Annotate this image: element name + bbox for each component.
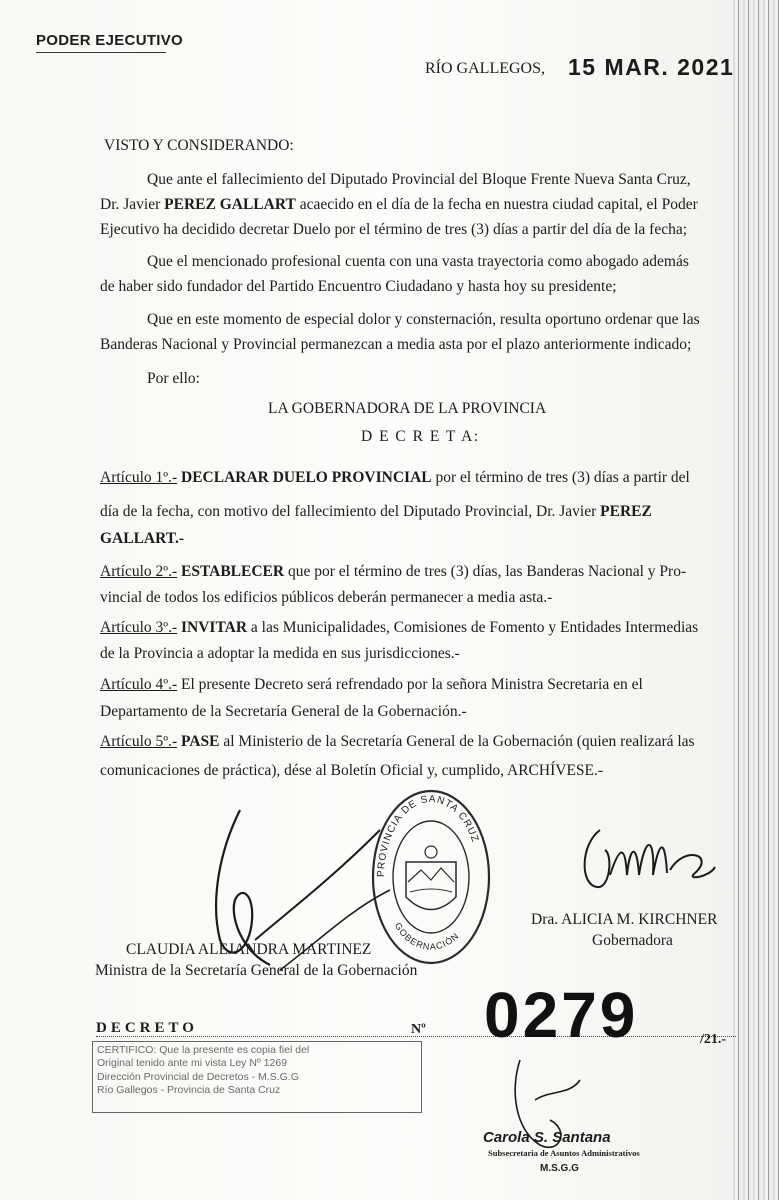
- article-1-label: Artículo 1º.-: [100, 469, 178, 486]
- article-1-text: por el término de tres (3) días a partir del: [431, 469, 690, 486]
- para1-line1: Que ante el fallecimiento del Diputado Provincial del Bloque Frente Nueva Santa Cruz,: [147, 171, 691, 188]
- article-5-text: al Ministerio de la Secretaría General de la Gobernación (quien realizará las: [219, 733, 695, 750]
- para3-line2: Banderas Nacional y Provincial permanezcan a media asta por el plazo anteriormente indicado;: [100, 336, 692, 353]
- minister-name: CLAUDIA ALEJANDRA MARTINEZ: [126, 941, 372, 958]
- decree-number: 0279: [484, 979, 639, 1051]
- article-5-verb: PASE: [181, 733, 220, 750]
- article-3-label: Artículo 3º.-: [100, 619, 178, 636]
- article-4-label: Artículo 4º.-: [100, 676, 178, 693]
- article-1-line2: [100, 503, 652, 521]
- article-1-text-2: día de la fecha, con motivo del fallecimiento del Diputado Provincial, Dr. Javier: [100, 503, 601, 520]
- article-2-line1: [100, 563, 686, 581]
- governor-name: Dra. ALICIA M. KIRCHNER: [531, 911, 718, 928]
- article-5-label: Artículo 5º.-: [100, 733, 178, 750]
- article-5-line2: comunicaciones de práctica), dése al Boletín Oficial y, cumplido, ARCHÍVESE.-: [100, 762, 604, 779]
- para1-name: PEREZ GALLART: [164, 196, 296, 213]
- article-3-verb: INVITAR: [181, 619, 248, 636]
- article-1-surname: PEREZ: [600, 503, 652, 520]
- article-2-label: Artículo 2º.-: [100, 563, 178, 580]
- article-3-line2: de la Provincia a adoptar la medida en sus jurisdicciones.-: [100, 645, 460, 662]
- minister-title: Ministra de la Secretaría General de la Gobernación: [95, 962, 418, 979]
- authority-line: LA GOBERNADORA DE LA PROVINCIA: [268, 400, 547, 417]
- paper-edge: [733, 0, 779, 1200]
- certification-stamp: [92, 1041, 422, 1113]
- header-rule: [36, 52, 166, 53]
- governor-title: Gobernadora: [592, 932, 673, 949]
- article-1-line1: [100, 469, 690, 487]
- article-2-text: que por el término de tres (3) días, las Banderas Nacional y Pro-: [284, 563, 687, 580]
- header-place: RÍO GALLEGOS,: [425, 60, 545, 77]
- seal-top-text: PROVINCIA DE SANTA CRUZ: [375, 793, 481, 878]
- article-1-verb: DECLARAR DUELO PROVINCIAL: [181, 469, 432, 486]
- certifier-title: Subsecretaria de Asuntos Administrativos: [488, 1148, 640, 1158]
- para1-line3: Ejecutivo ha decidido decretar Duelo por el término de tres (3) días a partir del día de la fecha;: [100, 221, 688, 238]
- para2-line2: de haber sido fundador del Partido Encuentro Ciudadano y hasta hoy su presidente;: [100, 278, 617, 295]
- decree-label: DECRETO: [96, 1020, 198, 1036]
- intro-heading: VISTO Y CONSIDERANDO:: [104, 137, 294, 154]
- article-4-line1: [100, 676, 643, 694]
- article-2-line2: vincial de todos los edificios públicos deberán permanecer a media asta.-: [100, 589, 553, 606]
- article-4-text: El presente Decreto será refrendado por la señora Ministra Secretaria en el: [181, 676, 643, 693]
- article-4-line2: Departamento de la Secretaría General de la Gobernación.-: [100, 703, 467, 720]
- para2-line1: Que el mencionado profesional cuenta con una vasta trayectoria como abogado además: [147, 253, 689, 270]
- decreta-heading: D E C R E T A:: [361, 428, 480, 445]
- article-1-line3: GALLART.-: [100, 530, 184, 547]
- certifier-office: M.S.G.G: [540, 1163, 579, 1174]
- para3-line1: Que en este momento de especial dolor y consternación, resulta oportuno ordenar que las: [147, 311, 700, 328]
- header-date: 15 MAR. 2021: [568, 54, 735, 80]
- cert-line-1: CERTIFICO: Que la presente es copia fiel del: [97, 1044, 310, 1056]
- para1-text-b: acaecido en el día de la fecha en nuestra ciudad capital, el Poder: [295, 196, 698, 213]
- para1-text-a: Dr. Javier: [100, 196, 165, 213]
- minister-signature: [180, 790, 440, 990]
- decree-suffix: /21.-: [700, 1032, 727, 1047]
- cert-line-4: Río Gallegos - Provincia de Santa Cruz: [97, 1083, 281, 1096]
- article-3-text: a las Municipalidades, Comisiones de Fomento y Entidades Intermedias: [247, 619, 699, 636]
- para1-line2: [100, 196, 698, 214]
- governor-signature: [575, 815, 725, 910]
- seal-bottom-text: GOBERNACIÓN: [392, 920, 462, 952]
- article-5-line1: [100, 733, 695, 751]
- certifier-name: Carola S. Santana: [483, 1129, 611, 1146]
- article-2-verb: ESTABLECER: [181, 563, 285, 580]
- cert-line-3: Dirección Provincial de Decretos - M.S.G.G: [97, 1070, 299, 1083]
- por-ello: Por ello:: [147, 370, 200, 387]
- header-office: PODER EJECUTIVO: [36, 32, 184, 49]
- article-3-line1: [100, 619, 698, 637]
- decree-no-label: Nº: [411, 1022, 426, 1037]
- cert-line-2: Original tenido ante mi vista Ley Nº 1269: [97, 1057, 288, 1070]
